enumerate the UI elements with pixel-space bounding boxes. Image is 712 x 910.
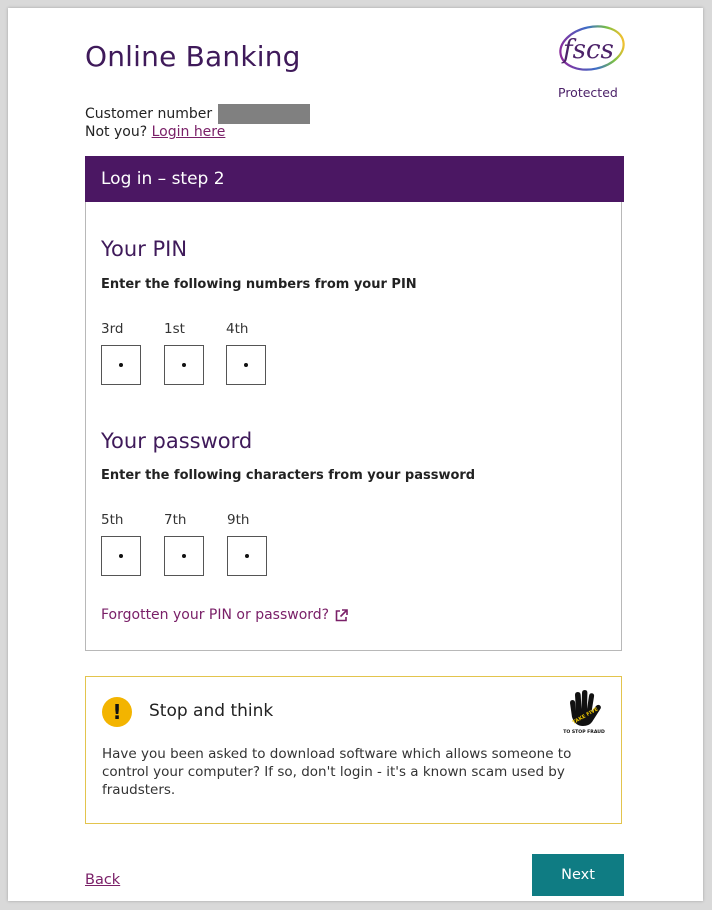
password-section-title: Your password [101, 429, 253, 453]
login-step-panel [85, 156, 622, 651]
external-link-icon [335, 609, 348, 622]
password-input-5th[interactable] [101, 536, 141, 576]
password-input-7th[interactable] [164, 536, 204, 576]
take-five-logo [560, 687, 608, 735]
warning-text: Have you been asked to download software which allows someone to control your computer? If so, don't login - it's a known scam used by fraudsters. [102, 746, 572, 798]
password-field-label-5th: 5th [101, 512, 124, 528]
next-button[interactable]: Next [532, 854, 624, 896]
not-you-text: Not you? [85, 124, 148, 140]
pin-section-title: Your PIN [101, 237, 188, 261]
fscs-logo [548, 16, 628, 76]
exclamation-icon: ! [102, 697, 132, 727]
pin-field-label-3rd: 3rd [101, 321, 124, 337]
masked-dot [182, 363, 186, 367]
fscs-protected-label: Protected [558, 85, 618, 100]
pin-field-label-4th: 4th [226, 321, 249, 337]
pin-input-4th[interactable] [226, 345, 266, 385]
warning-title: Stop and think [149, 701, 274, 721]
login-here-link[interactable]: Login here [151, 124, 226, 140]
masked-dot [182, 554, 186, 558]
masked-dot [119, 554, 123, 558]
take-five-caption: TO STOP FRAUD [563, 730, 605, 735]
password-input-9th[interactable] [227, 536, 267, 576]
pin-input-3rd[interactable] [101, 345, 141, 385]
panel-heading: Log in – step 2 [85, 156, 624, 202]
stop-and-think-box [85, 676, 622, 824]
forgot-credentials-link[interactable] [101, 607, 348, 623]
not-you-row [85, 124, 225, 140]
password-field-label-7th: 7th [164, 512, 187, 528]
pin-input-1st[interactable] [164, 345, 204, 385]
pin-field-label-1st: 1st [164, 321, 185, 337]
back-link[interactable]: Back [85, 872, 121, 888]
masked-dot [119, 363, 123, 367]
page-title: Online Banking [85, 40, 301, 73]
password-field-label-9th: 9th [227, 512, 250, 528]
masked-dot [244, 363, 248, 367]
pin-section-subtitle: Enter the following numbers from your PIN [101, 277, 417, 292]
fscs-logo-text: fscs [563, 35, 614, 65]
forgot-credentials-label: Forgotten your PIN or password? [101, 607, 330, 623]
customer-number-label: Customer number [85, 106, 213, 122]
masked-dot [245, 554, 249, 558]
customer-number-row [85, 104, 310, 124]
page [8, 8, 703, 901]
customer-number-redacted [218, 104, 310, 124]
take-five-logo-text: TAKE FIVE [571, 706, 600, 726]
password-section-subtitle: Enter the following characters from your password [101, 468, 476, 483]
